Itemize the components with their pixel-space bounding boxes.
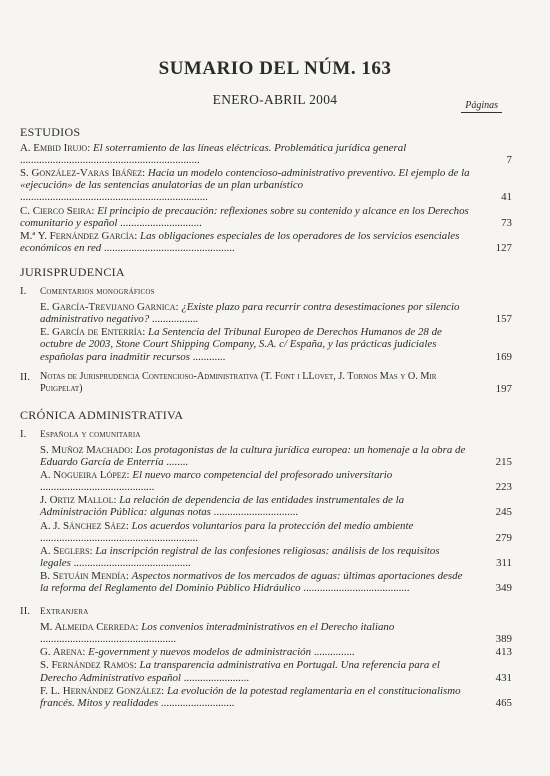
entry-author: S. Fernández Ramos: — [40, 659, 137, 672]
entry-author: G. Arena: — [40, 646, 86, 659]
entry-page: 215 — [495, 456, 512, 469]
subsection-heading — [20, 429, 512, 441]
entry-page: 311 — [496, 556, 512, 569]
toc-entry: C. Cierco Seira: El principio de precaución: reflexiones sobre su contenido y alcance en los Derechos comunitario y español .............................. 73 — [20, 204, 512, 229]
entry-title: El soterramiento de las líneas eléctricas. Problemática jurídica general — [92, 142, 407, 155]
entry-page: 197 — [495, 382, 512, 395]
subsection-number: I. — [20, 428, 27, 440]
toc-entry — [20, 371, 512, 395]
entry-author: E. García de Enterría: — [40, 326, 146, 339]
entry-page: 465 — [495, 696, 512, 709]
toc-entry: A. Embid Irujo: El soterramiento de las líneas eléctricas. Problemática jurídica general .................................................................. 7 — [20, 142, 512, 167]
entry-title: Los protagonistas de la cultura jurídica europea: un homenaje a la obra de Eduardo García de Enterría — [40, 443, 466, 469]
entry-title: Aspectos normativos de los mercados de aguas: últimas aportaciones desde la reforma del Reglamento del Dominio Público Hidráulico — [40, 569, 463, 594]
subsection-heading — [20, 286, 512, 298]
entry-author: S. Muñoz Machado: — [40, 443, 134, 456]
entry-page: 349 — [495, 582, 512, 594]
toc-entry: G. Arena: E-government y nuevos modelos de administración ............... 413 — [40, 646, 512, 659]
entry-page: 279 — [495, 531, 512, 544]
section-heading-cronica: CRÓNICA ADMINISTRATIVA — [20, 407, 184, 422]
subsection-number: II. — [20, 606, 31, 618]
entry-page: 73 — [501, 216, 512, 229]
entry-page: 245 — [495, 506, 512, 519]
section-heading-jurisprudencia: JURISPRUDENCIA — [20, 264, 125, 279]
entry-title: El nuevo marco competencial del profesorado universitario — [132, 469, 393, 482]
entry-author: M.ª Y. Fernández García: — [20, 229, 138, 242]
toc-entry: B. Setuáin Mendía: Aspectos normativos de los mercados de aguas: últimas aportaciones desde la reforma del Reglamento del Dominio Público Hidráulico ....................................... 349 — [40, 569, 512, 594]
entry-author: B. Setuáin Mendía: — [40, 569, 129, 582]
entry-author: A. J. Sánchez Sáez: — [40, 519, 129, 532]
table-of-contents — [20, 118, 512, 710]
entry-author: A. Seglers: — [40, 544, 93, 557]
entry-author: F. L. Hernández González: — [40, 684, 165, 697]
entry-title: Los acuerdos voluntarios para la protección del medio ambiente — [131, 519, 414, 532]
entry-title: La inscripción registral de las confesiones religiosas: análisis de los requisitos legales — [40, 544, 440, 569]
entry-title: El principio de precaución: reflexiones sobre su contenido y alcance en los Derechos comunitario y español — [20, 204, 469, 229]
entry-author: S. González-Varas Ibáñez: — [20, 167, 146, 180]
entry-title: La relación de dependencia de las entidades instrumentales de la Administración Pública: algunas notas — [40, 494, 405, 519]
toc-entry: J. Ortiz Mallol: La relación de dependencia de las entidades instrumentales de la Administración Pública: algunas notas ............................... 245 — [40, 494, 512, 519]
subsection-title: Comentarios monográficos — [40, 287, 155, 298]
entry-page: 389 — [495, 633, 512, 646]
subsection-number: II. — [20, 370, 30, 383]
toc-entry: S. Muñoz Machado: Los protagonistas de la cultura jurídica europea: un homenaje a la obra de Eduardo García de Enterría ........ 215 — [40, 443, 512, 469]
entry-title: Las obligaciones especiales de los operadores de los servicios esenciales económicos en red — [20, 229, 460, 254]
toc-entry: A. Nogueira López: El nuevo marco competencial del profesorado universitario .......................................... 223 — [40, 469, 512, 494]
entry-author: M. Almeida Cerreda: — [40, 621, 139, 634]
toc-entry: S. González-Varas Ibáñez: Hacia un modelo contencioso-administrativo preventivo. El ejemplo de la «ejecución» de las sentencias anulatorias de un plan urbanístico ..................................................................... 41 — [20, 167, 512, 204]
entry-title: La transparencia administrativa en Portugal. Una referencia para el Derecho Administrativo español — [40, 659, 440, 684]
entry-title: Los convenios interadministrativos en el Derecho italiano — [141, 621, 395, 634]
entry-title: Hacia un modelo contencioso-administrativo preventivo. El ejemplo de la «ejecución» de las sentencias anulatorias de un plan urbanístico — [20, 167, 470, 192]
entry-title: ¿Existe plazo para recurrir contra desestimaciones por silencio administrativo negativo? — [40, 301, 460, 326]
toc-entry: E. García-Trevijano Garnica: ¿Existe plazo para recurrir contra desestimaciones por silencio administrativo negativo? ................. 157 — [40, 301, 512, 326]
section-heading-estudios: ESTUDIOS — [20, 125, 81, 139]
toc-entry: M. Almeida Cerreda: Los convenios interadministrativos en el Derecho italiano .................................................. 389 — [40, 621, 512, 646]
toc-entry: S. Fernández Ramos: La transparencia administrativa en Portugal. Una referencia para el Derecho Administrativo español ........................ 431 — [40, 659, 512, 684]
entry-author: C. Cierco Seira: — [20, 204, 95, 217]
entry-page: 169 — [495, 350, 512, 363]
entry-title: E-government y nuevos modelos de administración — [88, 646, 312, 659]
toc-entry: M.ª Y. Fernández García: Las obligaciones especiales de los operadores de los servicios esenciales económicos en red ................................................ 127 — [20, 229, 512, 254]
subsection-title: Extranjera — [40, 607, 89, 618]
toc-entry: F. L. Hernández González: La evolución de la potestad reglamentaria en el constitucionalismo francés. Mitos y realidades ........................... 465 — [40, 684, 512, 709]
entry-author: J. Ortiz Mallol: — [40, 494, 117, 507]
subsection-number: I. — [20, 286, 27, 298]
entry-title: La evolución de la potestad reglamentaria en el constitucionalismo francés. Mitos y realidades — [40, 684, 461, 709]
entry-author: A. Embid Irujo: — [20, 142, 91, 155]
entry-page: 431 — [495, 671, 512, 684]
entry-author: E. García-Trevijano Garnica: — [40, 301, 179, 314]
entry-page: 223 — [495, 481, 512, 494]
issue-date: ENERO-ABRIL 2004 — [212, 92, 338, 107]
subsection-heading — [20, 606, 512, 618]
toc-entry: E. García de Enterría: La Sentencia del Tribunal Europeo de Derechos Humanos de 28 de octubre de 2003, Stone Court Shipping Company, S.A. c/ España, y las prácticas judiciales españolas para inadmitir recursos ............ 169 — [40, 326, 512, 363]
page-title: SUMARIO DEL NÚM. 163 — [158, 58, 392, 79]
entry-title: La Sentencia del Tribunal Europeo de Derechos Humanos de 28 de octubre de 2003, Stone Court Shipping Company, S.A. c/ España, y las prácticas judiciales españolas para inadmitir recursos — [40, 326, 442, 363]
entry-page: 41 — [501, 191, 512, 204]
toc-entry: A. Seglers: La inscripción registral de las confesiones religiosas: análisis de los requisitos legales ........................................... 311 — [40, 544, 512, 569]
entry-page: 157 — [495, 313, 512, 326]
entry-page: 7 — [506, 154, 512, 167]
toc-entry: A. J. Sánchez Sáez: Los acuerdos voluntarios para la protección del medio ambiente .......................................................... 279 — [40, 519, 512, 544]
entry-page: 413 — [495, 646, 512, 659]
subsection-title: Española y comunitaria — [40, 429, 141, 440]
pages-column-label: Páginas — [461, 100, 502, 113]
entry-author: A. Nogueira López: — [40, 469, 130, 482]
subsection-title: Notas de Jurisprudencia Contencioso-Administrativa (T. Font i LLovet, J. Tornos Mas y O. Mir Puigpelat) — [40, 370, 437, 394]
entry-page: 127 — [495, 241, 512, 254]
